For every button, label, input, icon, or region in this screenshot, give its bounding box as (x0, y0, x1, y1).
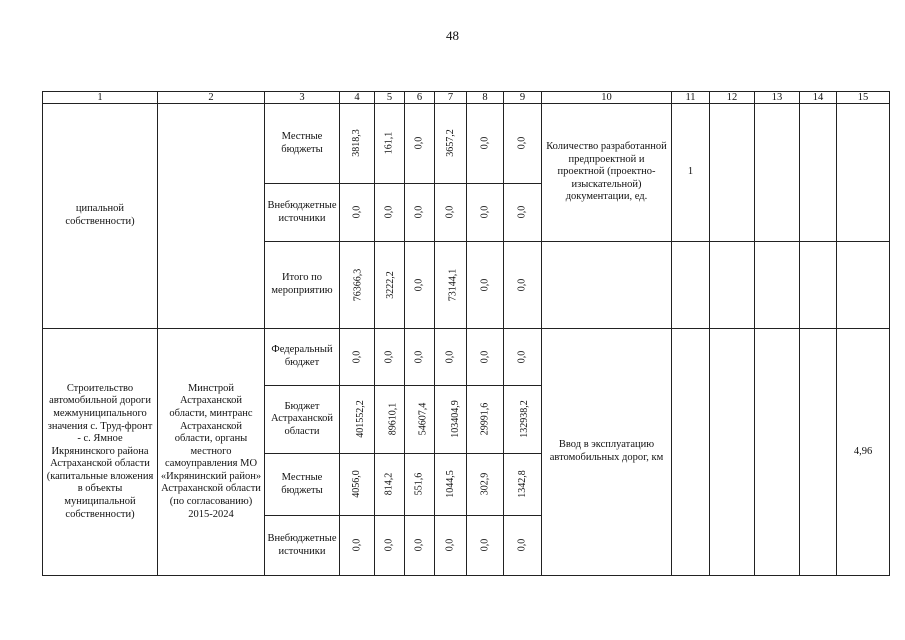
amount-value: 0,0 (413, 136, 425, 150)
amount-value: 0,0 (413, 350, 425, 363)
amount-value: 0,0 (351, 205, 362, 219)
amount-value: 3657,2 (444, 129, 456, 157)
column-number: 8 (467, 92, 504, 104)
column-number-row (43, 92, 890, 104)
amount-value: 54607,4 (417, 402, 429, 436)
amount-value: 89610,1 (387, 402, 399, 436)
amount-cell (405, 386, 435, 454)
amount-value: 0,0 (383, 205, 395, 219)
amount-cell (375, 242, 405, 329)
item-name-continued: ципальной собственности) (43, 104, 158, 329)
amount-value: 551,6 (413, 472, 425, 496)
table-row (43, 104, 890, 184)
amount-cell (467, 329, 504, 386)
amount-value: 814,2 (383, 472, 395, 496)
empty-cell (672, 329, 710, 576)
amount-cell (467, 386, 504, 454)
empty-cell (837, 104, 890, 242)
funding-source: Бюджет Астраханской области (265, 386, 340, 454)
amount-value: 103404,9 (449, 400, 461, 438)
amount-cell (467, 242, 504, 329)
amount-value: 0,0 (479, 278, 490, 291)
amount-cell (340, 386, 375, 454)
amount-cell (405, 104, 435, 184)
amount-cell (375, 329, 405, 386)
amount-cell (405, 454, 435, 516)
amount-cell (435, 104, 467, 184)
executors-cell-empty (158, 104, 265, 329)
amount-cell (467, 454, 504, 516)
amount-value: 0,0 (383, 538, 395, 552)
amount-value: 73144,1 (447, 268, 459, 301)
column-number: 14 (800, 92, 837, 104)
table-row (43, 329, 890, 386)
amount-value: 0,0 (413, 205, 425, 219)
column-number: 7 (435, 92, 467, 104)
column-number: 10 (542, 92, 672, 104)
column-number: 1 (43, 92, 158, 104)
amount-value: 4056,0 (351, 470, 362, 498)
amount-value: 0,0 (413, 278, 425, 291)
amount-value: 1342,8 (516, 470, 528, 498)
amount-cell (435, 454, 467, 516)
empty-cell (710, 329, 755, 576)
column-number: 9 (504, 92, 542, 104)
empty-cell (800, 104, 837, 242)
amount-value: 0,0 (444, 205, 456, 219)
amount-cell (504, 329, 542, 386)
executors-cell (158, 329, 265, 576)
amount-cell (375, 454, 405, 516)
amount-cell (340, 184, 375, 242)
amount-cell (340, 242, 375, 329)
empty-cell (755, 242, 800, 329)
amount-value: 0,0 (383, 350, 395, 363)
amount-value: 0,0 (479, 136, 490, 150)
amount-value: 0,0 (444, 538, 456, 552)
column-number: 11 (672, 92, 710, 104)
amount-value: 29991,6 (479, 402, 491, 436)
amount-cell (405, 184, 435, 242)
funding-source: Местные бюджеты (265, 454, 340, 516)
amount-cell (375, 386, 405, 454)
amount-value: 3222,2 (384, 270, 396, 299)
amount-cell (467, 104, 504, 184)
column-number: 5 (375, 92, 405, 104)
amount-cell (504, 516, 542, 576)
period: 2015-2024 (188, 508, 234, 520)
amount-cell (435, 516, 467, 576)
column-number: 15 (837, 92, 890, 104)
budget-table (42, 91, 890, 576)
amount-cell (504, 184, 542, 242)
empty-cell (710, 104, 755, 242)
column-number: 2 (158, 92, 265, 104)
amount-cell (467, 516, 504, 576)
amount-value: 0,0 (479, 538, 490, 552)
amount-value: 0,0 (516, 350, 528, 363)
amount-value: 0,0 (444, 350, 456, 363)
column-number: 12 (710, 92, 755, 104)
amount-cell (504, 104, 542, 184)
amount-cell (435, 386, 467, 454)
amount-cell (504, 454, 542, 516)
amount-cell (375, 104, 405, 184)
amount-cell (504, 386, 542, 454)
amount-cell (375, 184, 405, 242)
empty-cell (755, 329, 800, 576)
amount-cell (340, 454, 375, 516)
column-number: 3 (265, 92, 340, 104)
indicator-cell: Количество разработанной предпроектной и проектной (проектно-изыскательной) документации, ед. (542, 104, 672, 242)
column-15-value: 4,96 (837, 329, 890, 576)
amount-cell (435, 329, 467, 386)
executors: Минстрой Астраханской области, минтранс Астраханской области, органы местного самоуправления МО «Икрянинский район» Астраханской области (по согласованию) (160, 382, 262, 508)
column-number: 13 (755, 92, 800, 104)
empty-cell (542, 242, 672, 329)
amount-value: 0,0 (516, 538, 528, 552)
amount-value: 0,0 (516, 278, 528, 291)
amount-cell (504, 242, 542, 329)
empty-cell (755, 104, 800, 242)
funding-source: Внебюджетные источники (265, 184, 340, 242)
amount-value: 401552,2 (354, 400, 366, 438)
funding-source: Итого по мероприятию (265, 242, 340, 329)
amount-value: 0,0 (479, 205, 490, 219)
funding-source: Местные бюджеты (265, 104, 340, 184)
column-number: 6 (405, 92, 435, 104)
empty-cell (837, 242, 890, 329)
amount-value: 0,0 (516, 136, 528, 150)
amount-value: 132938,2 (518, 400, 530, 438)
amount-value: 0,0 (351, 538, 362, 552)
amount-cell (467, 184, 504, 242)
amount-value: 1044,5 (444, 470, 456, 498)
empty-cell (710, 242, 755, 329)
amount-value: 0,0 (351, 350, 362, 363)
amount-cell (340, 516, 375, 576)
amount-cell (405, 242, 435, 329)
amount-value: 0,0 (479, 350, 490, 363)
indicator-value: 1 (672, 104, 710, 242)
funding-source: Внебюджетные источники (265, 516, 340, 576)
amount-value: 76366,3 (352, 268, 364, 301)
amount-cell (340, 104, 375, 184)
column-number: 4 (340, 92, 375, 104)
amount-cell (405, 516, 435, 576)
amount-value: 161,1 (383, 131, 395, 155)
empty-cell (800, 242, 837, 329)
amount-value: 0,0 (516, 205, 528, 219)
indicator-cell: Ввод в эксплуатацию автомобильных дорог, км (542, 329, 672, 576)
amount-cell (435, 184, 467, 242)
amount-cell (405, 329, 435, 386)
amount-cell (375, 516, 405, 576)
amount-value: 3818,3 (351, 129, 362, 157)
empty-cell (800, 329, 837, 576)
amount-cell (435, 242, 467, 329)
amount-value: 0,0 (413, 538, 425, 552)
page-number: 48 (446, 28, 459, 43)
amount-cell (340, 329, 375, 386)
amount-value: 302,9 (479, 472, 490, 496)
item-name: Строительство автомобильной дороги межмуниципального значения с. Труд-фронт - с. Ямное Икрянинского района Астраханской области (капитальные вложения в объекты муниципальной собственности) (43, 329, 158, 576)
empty-cell (672, 242, 710, 329)
funding-source: Федеральный бюджет (265, 329, 340, 386)
